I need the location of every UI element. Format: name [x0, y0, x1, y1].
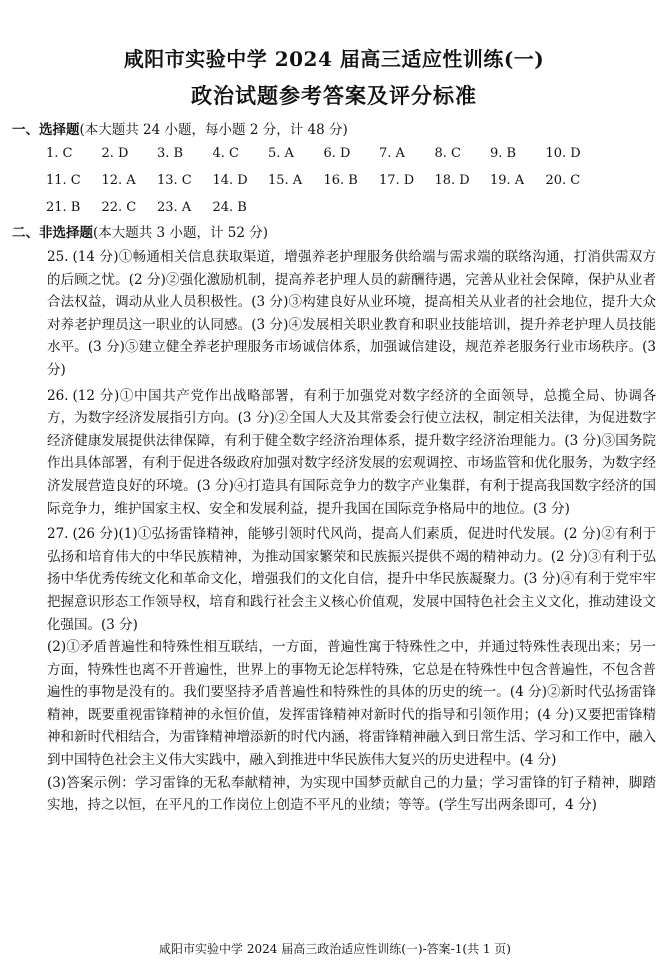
page-footer: 咸阳市实验中学 2024 届高三政治适应性训练(一)-答案-1(共 1 页) — [159, 942, 511, 956]
answer-item: 19. A — [490, 173, 525, 188]
answer-item: 2. D — [101, 146, 129, 161]
question-number: 25. — [47, 249, 69, 265]
multiple-choice-answers — [46, 144, 656, 217]
answer-item: 12. A — [101, 173, 136, 188]
question-25-answer — [47, 246, 656, 382]
answer-item: 17. D — [379, 173, 415, 188]
answer-item: 16. B — [323, 173, 358, 188]
answer-item: 6. D — [323, 146, 351, 161]
answer-paragraph: 27. (26 分)(1)①弘扬雷锋精神，能够引领时代风尚，提高人们素质，促进时代发展。(2 分)②有利于弘扬和培育伟大的中华民族精神，为推动国家繁荣和民族振兴提供不竭的精神动力。(2 分)③有利于弘扬中华优秀传统文化和革命文化，增强我们的文化自信，提升中华民族凝聚力。(3 分)④有利于党牢牢把握意识形态工作领导权，培育和践行社会主义核心价值观，发展中国特色社会主义文化，推动建设文化强国。(3 分) — [47, 526, 656, 633]
answer-item: 18. D — [434, 173, 470, 188]
answer-paragraph: 26. (12 分)①中国共产党作出战略部署，有利于加强党对数字经济的全面领导，总揽全局、协调各方，为数字经济发展指引方向。(3 分)②全国人大及其常委会行使立法权，制定相关法律，为促进数字经济健康发展提供法律保障，有利于健全数字经济治理体系，提升数字经济治理能力。(3 分)③国务院作出具体部署，有利于促进各级政府加强对数字经济发展的宏观调控、市场监管和优化服务，为数字经济发展营造良好的环境。(3 分)④打造具有国际竞争力的数字产业集群，有利于提高我国数字经济的国际竞争力，维护国家主权、安全和发展利益，提升我国在国际竞争格局中的地位。(3 分) — [47, 387, 656, 517]
answer-item: 24. B — [212, 200, 247, 215]
section-heading: 一、选择题 — [12, 122, 80, 138]
section-multiple-choice-heading — [12, 120, 656, 140]
section-note: (本大题共 24 小题，每小题 2 分，计 48 分) — [79, 122, 348, 138]
answer-row — [46, 198, 656, 217]
answer-paragraph: 25. (14 分)①畅通相关信息获取渠道，增强养老护理服务供给端与需求端的联络沟通，打消供需双方的后顾之忧。(2 分)②强化激励机制，提高养老护理人员的薪酬待遇，完善从业社会保障，保护从业者合法权益，调动从业人员积极性。(3 分)③构建良好从业环境，提高相关从业者的社会地位，提升大众对养老护理员这一职业的认同感。(3 分)④发展相关职业教育和职业技能培训，提升养老护理人员技能水平。(3 分)⑤建立健全养老护理服务市场诚信体系，加强诚信建设，规范养老服务行业市场秩序。(3 分) — [47, 249, 656, 378]
answer-item: 7. A — [379, 146, 405, 161]
answer-item: 14. D — [212, 173, 248, 188]
question-number: 27. — [47, 526, 69, 543]
answer-item: 20. C — [545, 173, 581, 188]
answer-paragraph: (2)①矛盾普遍性和特殊性相互联结，一方面，普遍性寓于特殊性之中，并通过特殊性表现出来；另一方面，特殊性也离不开普遍性，世界上的事物无论怎样特殊，它总是在特殊性中包含普遍性，不包含普遍性的事物是没有的。我们要坚持矛盾普遍性和特殊性的具体的历史的统一。(4 分)②新时代弘扬雷锋精神，既要重视雷锋精神的永恒价值，发挥雷锋精神对新时代的指导和引领作用；(4 分)又要把雷锋精神和新时代相结合，为雷锋精神增添新的时代内涵，将雷锋精神融入到日常生活、学习和工作中，融入到中国特色社会主义伟大实践中，融入到推进中华民族伟大复兴的历史进程中。(4 分) — [47, 639, 656, 769]
answer-item: 1. C — [46, 146, 73, 161]
answer-item: 10. D — [545, 146, 581, 161]
answer-paragraph: (3)答案示例：学习雷锋的无私奉献精神，为实现中国梦贡献自己的力量；学习雷锋的钉子精神，脚踏实地，持之以恒，在平凡的工作岗位上创造不平凡的业绩；等等。(学生写出两条即可，4 分) — [47, 774, 656, 814]
answer-item: 9. B — [490, 146, 517, 161]
answer-item: 8. C — [434, 146, 461, 161]
answer-row — [46, 171, 656, 190]
answer-item: 23. A — [157, 200, 192, 215]
answer-item: 5. A — [268, 146, 294, 161]
answer-item: 11. C — [46, 173, 81, 188]
answer-item: 21. B — [46, 200, 81, 215]
answer-item: 3. B — [157, 146, 184, 161]
answer-row — [46, 144, 656, 163]
answer-item: 15. A — [268, 173, 303, 188]
question-number: 26. — [47, 387, 69, 404]
section-heading: 二、非选择题 — [12, 225, 93, 241]
document-subtitle: 政治试题参考答案及评分标准 — [191, 83, 477, 108]
answer-item: 13. C — [157, 173, 192, 188]
answer-item: 22. C — [101, 200, 137, 215]
question-27-answer — [47, 523, 656, 817]
section-note: (本大题共 3 小题，计 52 分) — [93, 225, 268, 241]
document-title: 咸阳市实验中学 2024 届高三适应性训练(一) — [123, 47, 545, 71]
question-26-answer — [47, 385, 656, 521]
answer-item: 4. C — [212, 146, 239, 161]
section-open-questions-heading — [12, 223, 656, 243]
